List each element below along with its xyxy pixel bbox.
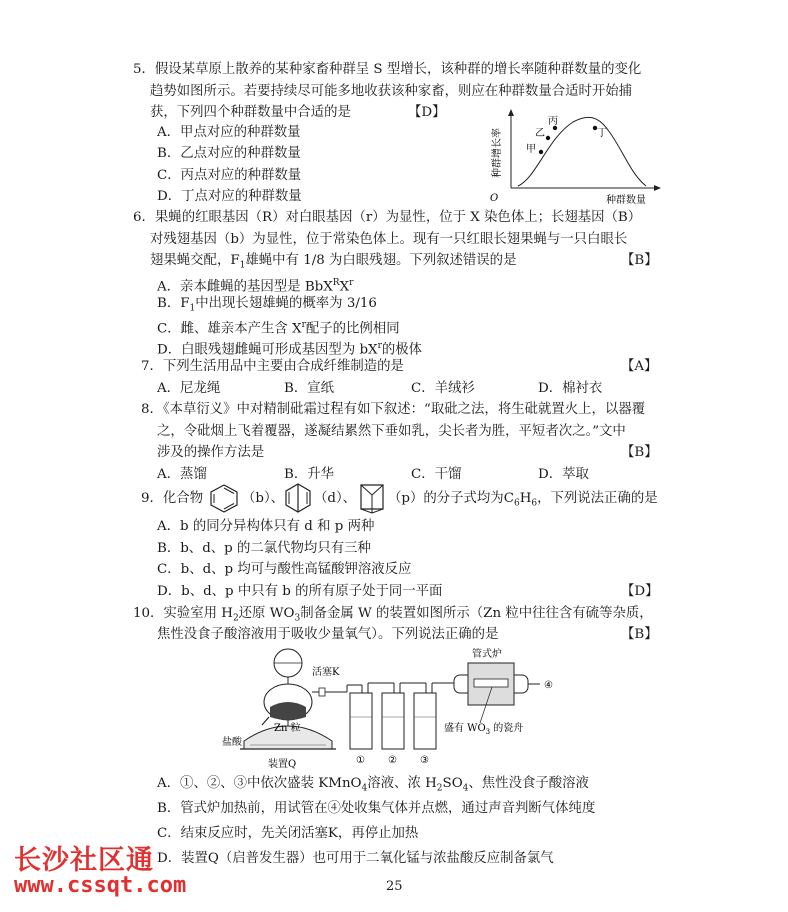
q5-line3: 获，下列四个种群数量中合适的是	[150, 105, 351, 120]
q7-option-d: D．棉衬衣	[538, 381, 603, 396]
q7-option-a: A．尼龙绳	[157, 381, 221, 396]
q6-line3: 翅果蝇交配，$F_1$雄蝇中有 1/8 为白眼残翅。下列叙述错误的是	[150, 253, 517, 271]
watermark-title: 长沙社区通	[14, 845, 154, 876]
q6-option-c: C．雌、雄亲本产生含 $X^r$配子的比例相同	[157, 320, 400, 337]
point-label-jia: 甲	[526, 144, 536, 155]
label-zn: Zn 粒	[274, 723, 301, 734]
q9-option-a: A．b 的同分异构体只有 d 和 p 两种	[157, 519, 375, 534]
q9-prefix: 9．化合物	[141, 491, 204, 506]
q7-answer: 【A】	[621, 359, 658, 374]
q8-option-b: B．升华	[284, 467, 335, 482]
q5-growth-graph	[478, 108, 668, 208]
q10-option-c: C．结束反应时，先关闭活塞K，再停止加热	[157, 826, 419, 841]
q9-option-b: B．b、d、p 的二氯代物均只有三种	[157, 541, 371, 556]
q5-line2: 趋势如图所示。若要持续尽可能多地收获该种家畜，则应在种群数量合适时开始捕	[150, 84, 633, 99]
q5-option-c: C．丙点对应的种群数量	[157, 168, 302, 183]
q5-option-a: A．甲点对应的种群数量	[157, 125, 301, 140]
q10-answer: 【B】	[621, 627, 658, 642]
point-label-ding: 丁	[597, 128, 607, 139]
q10-option-d: D．装置Q（启普发生器）也可用于二氧化锰与浓盐酸反应制备氯气	[157, 851, 554, 866]
graph-ylabel: 种群增长率	[492, 128, 503, 178]
q7-stem: 7．下列生活用品中主要由合成纤维制造的是	[141, 359, 404, 374]
q8-option-c: C．干馏	[411, 467, 462, 482]
q9-label-d: （d）、	[314, 491, 357, 506]
graph-origin: O	[490, 193, 499, 204]
q5-option-b: B．乙点对应的种群数量	[157, 146, 301, 161]
prismane-structure-icon	[357, 481, 387, 515]
q9-option-d: D．b、d、p 中只有 b 的所有原子处于同一平面	[157, 584, 443, 599]
q10-option-a: A．①、②、③中依次盛装 KMnO$_4$溶液、浓 $H_2SO_4$、焦性没食子酸溶液	[157, 776, 589, 794]
q6-option-a: A．亲本雌蝇的基因型是 $BbX^RX^r$	[157, 278, 354, 295]
q6-option-d: D．白眼残翅雌蝇可形成基因型为 $bX^r$的极体	[157, 341, 423, 358]
q10-apparatus-diagram	[222, 645, 562, 770]
q9-label-p: （p）的分子式均为$C_6H_6$，下列说法正确的是	[388, 491, 658, 509]
q6-line1: 6．果蝇的红眼基因（R）对白眼基因（r）为显性，位于 X 染色体上；长翅基因（B）	[133, 210, 642, 225]
q9-answer: 【D】	[621, 584, 659, 599]
label-furnace: 管式炉	[472, 649, 502, 660]
label-acid: 盐酸	[222, 737, 242, 748]
q8-line2: 之，令砒烟上飞着覆器，遂凝结累然下垂如乳，尖长者为胜，平短者次之。”文中	[157, 424, 626, 439]
q9-option-c: C．b、d、p 均可与酸性高锰酸钾溶液反应	[157, 562, 412, 577]
graph-xlabel: 种群数量	[606, 195, 646, 206]
q10-option-b: B．管式炉加热前，用试管在④处收集气体并点燃，通过声音判断气体纯度	[157, 801, 596, 816]
q5-answer: 【D】	[408, 105, 446, 120]
point-label-bing: 丙	[548, 116, 558, 127]
q6-answer: 【B】	[621, 253, 658, 268]
q7-option-b: B．宣纸	[284, 381, 335, 396]
q5-option-d: D．丁点对应的种群数量	[157, 189, 302, 204]
label-bottle-3: ③	[420, 755, 429, 766]
q8-option-d: D．萃取	[538, 467, 589, 482]
label-bottle-2: ②	[388, 755, 397, 766]
label-device-q: 装置Q	[268, 759, 297, 770]
q6-option-b: B．$F_1$中出现长翅雄蝇的概率为 3/16	[157, 296, 377, 314]
q5-line1: 5．假设某草原上散养的某种家畜种群呈 S 型增长，该种群的增长率随种群数量的变化	[133, 62, 642, 77]
dewar-benzene-structure-icon	[283, 482, 313, 514]
benzene-structure-icon	[207, 483, 241, 513]
q6-line2: 对残翅基因（b）为显性，位于常染色体上。现有一只红眼长翅果蝇与一只白眼长	[150, 232, 628, 247]
q9-label-b: （b）、	[242, 491, 285, 506]
q8-answer: 【B】	[621, 445, 658, 460]
point-label-yi: 乙	[535, 128, 545, 139]
label-bottle-1: ①	[356, 755, 365, 766]
q8-option-a: A．蒸馏	[157, 467, 207, 482]
q7-option-c: C．羊绒衫	[411, 381, 475, 396]
watermark-url: www.cssqt.com	[14, 873, 187, 898]
q10-line2: 焦性没食子酸溶液用于吸收少量氧气）。下列说法正确的是	[157, 627, 499, 642]
label-valve: 活塞K	[312, 667, 340, 678]
q10-line1: 10．实验室用 $H_2$还原 $WO_3$制备金属 W 的装置如图所示（Zn 粒中往往含有硫等杂质，	[133, 606, 653, 624]
page-number: 25	[386, 879, 403, 894]
q8-line1: 8．《本草衍义》中对精制砒霜过程有如下叙述：“取砒之法，将生砒就置火上，以器覆	[141, 402, 646, 417]
q8-line3: 涉及的操作方法是	[157, 445, 265, 460]
label-boat: 盛有 $WO_3$ 的瓷舟	[444, 723, 524, 736]
label-outlet-4: ④	[544, 680, 553, 691]
